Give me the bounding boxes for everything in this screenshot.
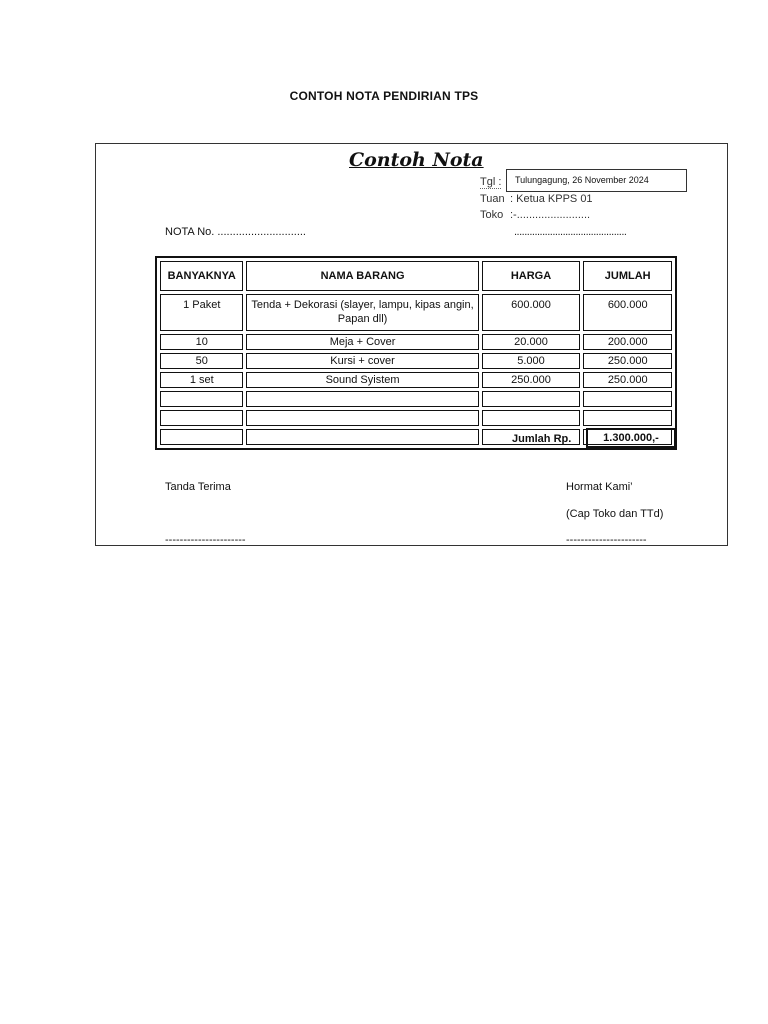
signature-right-label: Hormat Kami’	[566, 481, 633, 493]
cell-qty: 50	[160, 353, 243, 369]
table-row	[160, 334, 672, 350]
items-table	[155, 256, 677, 450]
nota-title: Contoh Nota	[349, 149, 484, 171]
cell-qty: 10	[160, 334, 243, 350]
cell-qty: 1 Paket	[160, 294, 243, 331]
table-row-empty	[160, 410, 672, 426]
cell-price: 5.000	[482, 353, 581, 369]
cell-total: 200.000	[583, 334, 672, 350]
col-header-harga: HARGA	[482, 261, 581, 291]
signature-left-label: Tanda Terima	[165, 481, 231, 493]
table-row-empty	[160, 391, 672, 407]
tgl-label: Tgl :	[480, 176, 502, 188]
col-header-banyaknya: BANYAKNYA	[160, 261, 243, 291]
cell-qty: 1 set	[160, 372, 243, 388]
right-dots: ............................................	[514, 226, 627, 238]
signature-left-line: ----------------------	[165, 534, 246, 546]
cell-total: 250.000	[583, 372, 672, 388]
cell-item: Tenda + Dekorasi (slayer, lampu, kipas angin, Papan dll)	[246, 294, 478, 331]
toko-value: :-........................	[510, 209, 591, 221]
total-value: 1.300.000,-	[586, 428, 676, 448]
cell-total: 250.000	[583, 353, 672, 369]
nota-number: NOTA No. .............................	[165, 226, 306, 238]
cell-item: Kursi + cover	[246, 353, 478, 369]
total-label: Jumlah Rp.	[512, 433, 572, 445]
tuan-label: Tuan	[480, 193, 505, 205]
cell-item: Sound Syistem	[246, 372, 478, 388]
signature-right-line: ----------------------	[566, 534, 647, 546]
table-row	[160, 372, 672, 388]
toko-label: Toko	[480, 209, 504, 221]
table-row	[160, 294, 672, 331]
date-box: Tulungagung, 26 November 2024	[506, 169, 687, 192]
col-header-nama-barang: NAMA BARANG	[246, 261, 478, 291]
cell-price: 600.000	[482, 294, 581, 331]
cell-price: 20.000	[482, 334, 581, 350]
cell-item: Meja + Cover	[246, 334, 478, 350]
table-header-row	[160, 261, 672, 291]
table-row	[160, 353, 672, 369]
cell-total: 600.000	[583, 294, 672, 331]
page-heading: CONTOH NOTA PENDIRIAN TPS	[289, 89, 479, 103]
signature-right-note: (Cap Toko dan TTd)	[566, 508, 664, 520]
col-header-jumlah: JUMLAH	[583, 261, 672, 291]
cell-price: 250.000	[482, 372, 581, 388]
tuan-value: : Ketua KPPS 01	[510, 193, 593, 205]
